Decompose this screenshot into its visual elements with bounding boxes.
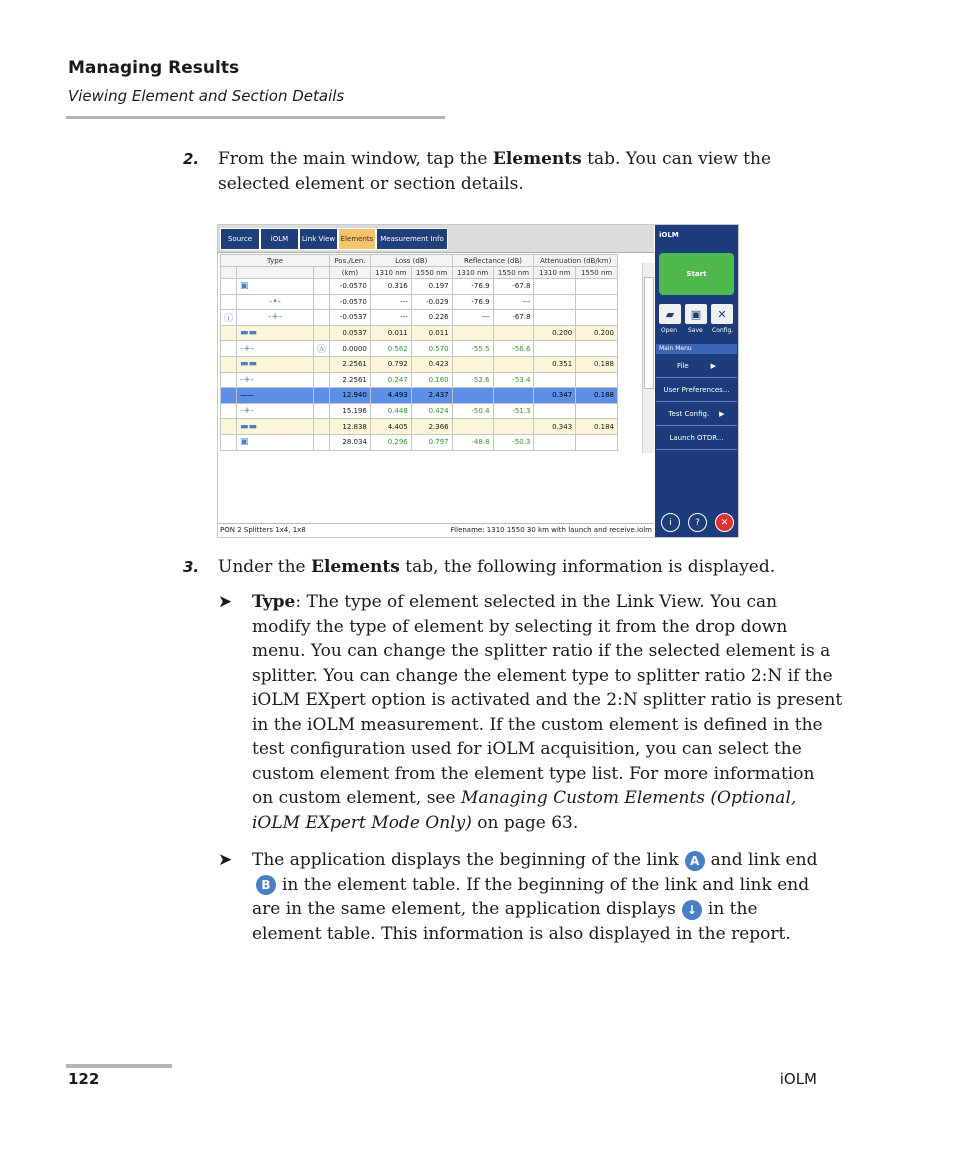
col-reflectance: Reflectance (dB) (452, 255, 534, 267)
open-label: Open (661, 327, 678, 334)
table-row[interactable]: -•- -0.0570 --- -0.029 -76.9 --- (221, 294, 618, 310)
menu-item-launch-otdr[interactable]: Launch OTDR... (656, 427, 737, 450)
tab-elements[interactable]: Elements (338, 228, 376, 250)
link-end-b-icon: B (256, 875, 276, 895)
bullet-arrow: ➤ (218, 592, 233, 612)
start-button[interactable]: Start (659, 253, 734, 295)
status-bar (218, 523, 654, 537)
footer-rule (66, 1064, 172, 1068)
table-row[interactable]: ⓘ -+- -0.0537 --- 0.226 --- -67.8 (221, 310, 618, 326)
table-row[interactable]: -+- 15.196 0.448 0.424 -50.4 -51.3 (221, 403, 618, 419)
table-row[interactable]: -+- 2.2561 0.247 0.160 -52.6 -53.4 (221, 372, 618, 388)
config-label: Config. (712, 327, 734, 334)
step-2-number: 2. (183, 150, 200, 168)
cross-reference-link[interactable]: Managing Custom Elements (Optional, (460, 788, 797, 808)
splitter-icon: -+- (240, 406, 255, 417)
col-pos-len: Pos./Len. (330, 255, 371, 267)
connector-icon: ▣ (240, 437, 249, 448)
header-rule (66, 116, 445, 119)
col-type: Type (221, 255, 330, 267)
connector-icon: ▣ (240, 281, 249, 292)
save-label: Save (688, 327, 703, 334)
fiber-section-icon: —— (240, 391, 255, 400)
elements-tab-screenshot (217, 224, 739, 538)
splitter-icon: -+- (267, 312, 283, 323)
status-filename: Filename: 1310 1550 30 km with launch and receive.iolm (450, 526, 652, 534)
table-sub-header: (km) 1310 nm 1550 nm 1310 nm 1550 nm 1310 nm 1550 nm (221, 267, 618, 279)
table-row[interactable]: ▬▬ 0.0537 0.011 0.011 0.200 0.200 (221, 325, 618, 341)
splitter-icon: -+- (240, 374, 255, 385)
running-header-subtitle: Viewing Element and Section Details (68, 87, 345, 105)
element-table (220, 254, 618, 451)
main-menu-header: Main Menu (656, 344, 737, 354)
page-number: 122 (68, 1070, 100, 1088)
chevron-right-icon: ▶ (710, 362, 717, 370)
step-2-text: From the main window, tap the Elements tab. You can view the selected element or section details. (218, 149, 772, 194)
fiber-section-icon: ▬▬ (240, 359, 258, 370)
table-row[interactable]: ▣ -0.0570 0.316 0.197 -76.9 -67.8 (221, 279, 618, 295)
save-disk-icon[interactable]: ▣ (685, 304, 707, 324)
tab-source[interactable]: Source (220, 228, 260, 250)
open-folder-icon[interactable]: ▰ (659, 304, 681, 324)
info-icon: ⓘ (224, 313, 234, 324)
status-test-name: PON 2 Splitters 1x4, 1x8 (220, 526, 306, 534)
product-name: iOLM (779, 1070, 817, 1088)
cross-reference-link[interactable]: iOLM EXpert Mode Only) (252, 812, 472, 833)
menu-item-file[interactable]: File ▶ (656, 355, 737, 378)
menu-item-test-config[interactable]: Test Config. ▶ (656, 403, 737, 426)
splitter-icon: -+- (240, 343, 255, 354)
right-panel (655, 225, 738, 537)
info-icon[interactable]: i (661, 513, 680, 532)
table-row[interactable]: ▣ 28.034 0.296 0.797 -48.8 -50.3 (221, 434, 618, 450)
link-start-icon: Ⓐ (317, 345, 327, 356)
splice-icon: -•- (269, 296, 281, 307)
scrollbar-thumb[interactable] (644, 277, 654, 389)
close-icon[interactable]: ✕ (715, 513, 734, 532)
menu-item-user-preferences[interactable]: User Preferences... (656, 379, 737, 402)
help-icon[interactable]: ? (688, 513, 707, 532)
same-element-arrow-down-icon: ↓ (682, 900, 702, 920)
table-scrollbar[interactable] (642, 263, 654, 453)
col-loss: Loss (dB) (370, 255, 452, 267)
fiber-section-icon: ▬▬ (240, 328, 258, 339)
chevron-right-icon: ▶ (719, 410, 725, 418)
tab-bar (218, 225, 654, 253)
tab-measurement-info[interactable]: Measurement Info (376, 228, 448, 250)
table-row-selected[interactable]: —— 12.940 4.493 2.437 0.347 0.188 (221, 388, 618, 404)
table-row[interactable]: -+- Ⓐ 0.0000 0.562 0.570 -55.5 -56.6 (221, 341, 618, 357)
col-attenuation: Attenuation (dB/km) (534, 255, 618, 267)
app-title: iOLM (659, 231, 679, 239)
bullet-arrow: ➤ (218, 850, 233, 870)
table-group-header (221, 255, 618, 267)
config-tools-icon[interactable]: ✕ (711, 304, 733, 324)
bullet-link-text: The application displays the beginning of the link A and link end B in the element table. If the beginning of the link and link end are in the same element, the application displays ↓ in the element table. This information is also displayed in the report. (252, 850, 818, 944)
fiber-section-icon: ▬▬ (240, 421, 258, 432)
elements-pane (218, 225, 654, 537)
link-start-a-icon: A (685, 851, 705, 871)
table-row[interactable]: ▬▬ 2.2561 0.792 0.423 0.351 0.188 (221, 356, 618, 372)
table-row[interactable]: ▬▬ 12.838 4.405 2.366 0.343 0.184 (221, 419, 618, 435)
running-header-title: Managing Results (68, 58, 240, 78)
bullet-type-text: Type: The type of element selected in the Link View. You can modify the type of element by selecting it from the drop down menu. You can change the splitter ratio if the selected element is a splitter. You can change the element type to splitter ratio 2:N if the iOLM EXpert option is activated and the 2:N splitter ratio is present in the iOLM measurement. If the custom element is defined in the test configuration used for iOLM acquisition, you can select the custom element from the element type list. For more information on custom element, see Managing Custom Elements (Optional, iOLM EXpert Mode Only) on page 63. (252, 592, 843, 833)
tab-link-view[interactable]: Link View (299, 228, 338, 250)
tab-iolm[interactable]: iOLM (260, 228, 299, 250)
step-3-text: Under the Elements tab, the following information is displayed. (218, 557, 776, 577)
step-3-number: 3. (183, 558, 200, 576)
